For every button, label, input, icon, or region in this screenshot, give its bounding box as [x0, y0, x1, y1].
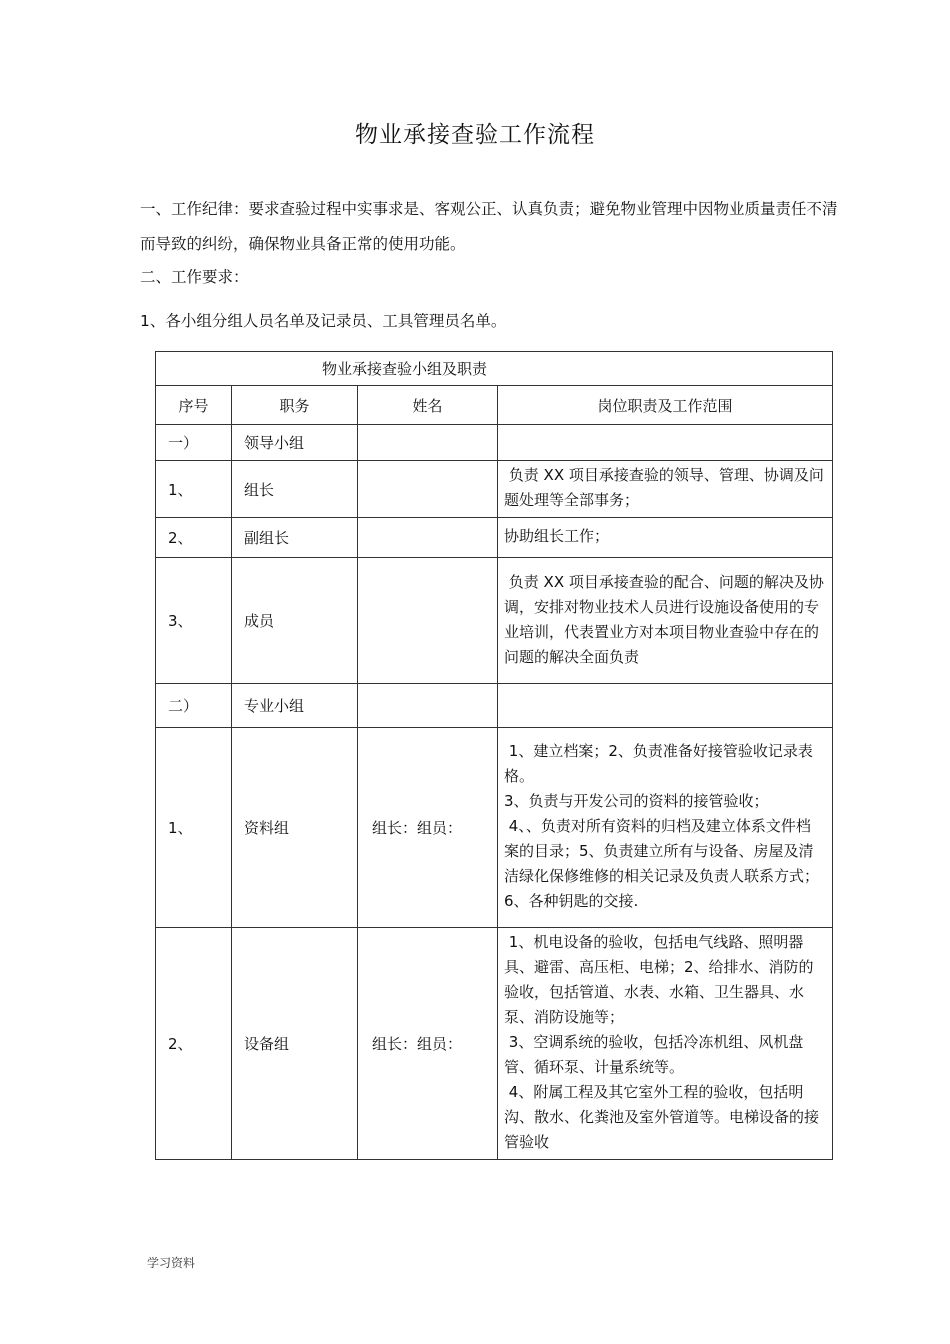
inspection-group-table — [155, 351, 833, 1160]
row-duty: 协助组长工作； — [498, 518, 833, 558]
row-role: 成员 — [232, 558, 358, 684]
row-name — [358, 425, 498, 461]
header-name: 姓名 — [358, 386, 498, 425]
row-duty: 负责 XX 项目承接查验的配合、问题的解决及协调，安排对物业技术人员进行设施设备使用的专业培训，代表置业方对本项目物业查验中存在的问题的解决全面负责 — [498, 558, 833, 684]
work-discipline-paragraph: 一、工作纪律：要求查验过程中实事求是、客观公正、认真负责；避免物业管理中因物业质量责任不清而导致的纠纷，确保物业具备正常的使用功能。 — [140, 200, 838, 253]
row-name — [358, 684, 498, 728]
table-row — [156, 728, 833, 928]
row-number: 2、 — [156, 518, 232, 558]
table-header-row — [156, 386, 833, 425]
table-row — [156, 928, 833, 1160]
table-row — [156, 518, 833, 558]
table-row — [156, 461, 833, 518]
row-duty: 1、建立档案；2、负责准备好接管验收记录表格。 3、负责与开发公司的资料的接管验收； 4、、负责对所有资料的归档及建立体系文件档案的目录；5、负责建立所有与设备、房屋及清洁绿化保修维修的相关记录及负责人联系方式；6、各种钥匙的交接. — [498, 728, 833, 928]
row-number: 2、 — [156, 928, 232, 1160]
table-row — [156, 558, 833, 684]
row-number: 1、 — [156, 461, 232, 518]
row-duty — [498, 425, 833, 461]
table-row — [156, 425, 833, 461]
row-role: 专业小组 — [232, 684, 358, 728]
header-number: 序号 — [156, 386, 232, 425]
row-duty: 1、机电设备的验收，包括电气线路、照明器具、避雷、高压柜、电梯；2、给排水、消防的验收，包括管道、水表、水箱、卫生器具、水泵、消防设施等； 3、空调系统的验收，包括冷冻机组、风机盘管、循环泵、计量系统等。 4、附属工程及其它室外工程的验收，包括明沟、散水、化粪池及室外管道等。电梯设备的接管验收 — [498, 928, 833, 1160]
row-number: 一） — [156, 425, 232, 461]
header-role: 职务 — [232, 386, 358, 425]
row-name: 组长：组员： — [358, 928, 498, 1160]
row-number: 3、 — [156, 558, 232, 684]
row-duty: 负责 XX 项目承接查验的领导、管理、协调及问题处理等全部事务； — [498, 461, 833, 518]
group-list-item: 1、各小组分组人员名单及记录员、工具管理员名单。 — [140, 312, 507, 330]
row-role: 组长 — [232, 461, 358, 518]
row-name — [358, 558, 498, 684]
row-number: 二） — [156, 684, 232, 728]
page-title: 物业承接查验工作流程 — [355, 122, 595, 148]
row-role: 领导小组 — [232, 425, 358, 461]
row-role: 设备组 — [232, 928, 358, 1160]
work-requirements-heading: 二、工作要求： — [140, 268, 249, 286]
table-row — [156, 684, 833, 728]
row-name — [358, 518, 498, 558]
table-caption: 物业承接查验小组及职责 — [156, 352, 833, 386]
footer-study-material: 学习资料 — [147, 1256, 196, 1270]
row-duty — [498, 684, 833, 728]
row-role: 资料组 — [232, 728, 358, 928]
row-name — [358, 461, 498, 518]
row-number: 1、 — [156, 728, 232, 928]
header-duty: 岗位职责及工作范围 — [498, 386, 833, 425]
row-name: 组长：组员： — [358, 728, 498, 928]
row-role: 副组长 — [232, 518, 358, 558]
